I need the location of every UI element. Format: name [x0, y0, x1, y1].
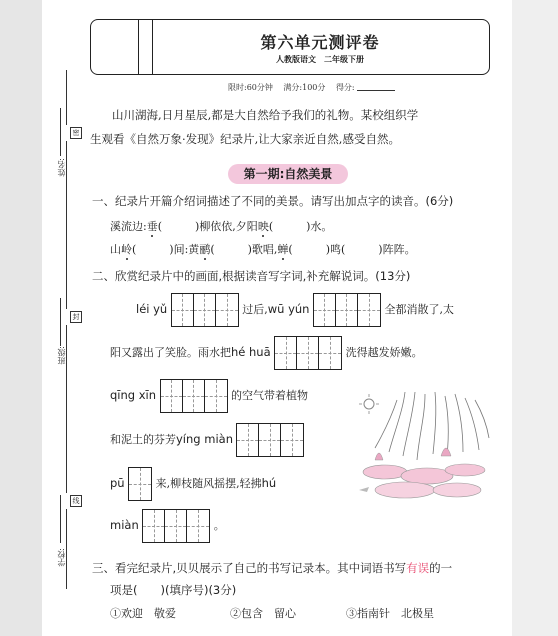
score-label: 得分: — [335, 83, 355, 92]
q1-dotted-char: 岭 — [121, 243, 132, 256]
q2-line-3 — [110, 379, 308, 413]
q1-answer-blank[interactable]: ( ) — [157, 220, 200, 233]
name-label: 姓名: — [57, 158, 66, 177]
left-margin — [0, 0, 42, 636]
q1-dotted-char: 映 — [257, 220, 269, 233]
pinyin: léi yǔ — [136, 302, 168, 316]
q2-text: 阳又露出了笑脸。雨水把 — [110, 346, 231, 359]
q2-text: 洗得越发娇嫩。 — [345, 346, 423, 359]
binding-box-3: 线 — [70, 495, 82, 507]
q1-answer-blank[interactable]: ( ) — [210, 243, 252, 256]
school-label: 学校: — [57, 548, 66, 567]
q3-option-2[interactable]: ②包含 留心 — [230, 607, 296, 620]
pinyin: qīng xīn — [110, 388, 157, 402]
q3-option-1[interactable]: ①欢迎 敬爱 — [110, 607, 176, 620]
section-banner: 第一期:自然美景 — [228, 164, 348, 184]
name-blank[interactable] — [60, 108, 61, 156]
tianzige-box[interactable] — [313, 293, 381, 327]
question-3-title — [92, 560, 452, 576]
q2-text: 和泥土的芬芳 — [110, 433, 176, 446]
q2-line-6 — [110, 509, 225, 543]
q1-dotted-char: 蝉 — [277, 243, 289, 256]
q1-answer-blank[interactable]: ( ) — [288, 243, 330, 256]
pinyin: miàn — [110, 518, 139, 532]
willow-pond-illustration — [345, 390, 490, 502]
pinyin: wū yún — [267, 302, 310, 316]
page-subtitle: 人教版语文 二年级下册 — [276, 55, 364, 64]
q2-line-1 — [136, 293, 454, 327]
q1-text: 溪流边: — [110, 220, 147, 233]
q1-row-2 — [110, 241, 416, 257]
pinyin: hé huā — [231, 345, 271, 359]
intro-line-2: 生观看《自然万象·发现》纪录片,让大家亲近自然,感受自然。 — [90, 132, 400, 146]
right-margin — [512, 0, 558, 636]
tianzige-box[interactable] — [171, 293, 239, 327]
q1-text: 阵阵。 — [382, 243, 416, 256]
q2-line-4 — [110, 423, 304, 457]
time-limit: 限时:60分钟 — [228, 83, 273, 92]
title-divider — [138, 19, 139, 75]
question-2-title: 二、欣赏纪录片中的画面,根据读音写字词,补充解说词。(13分) — [92, 269, 411, 283]
q1-answer-blank[interactable]: 鸣( ) — [330, 243, 383, 256]
pinyin: hú — [261, 476, 277, 490]
q1-answer-blank[interactable]: ( ) — [268, 220, 311, 233]
q2-text: 来,柳枝随风摇摆,轻拂 — [155, 477, 262, 490]
full-score: 满分:100分 — [283, 83, 326, 92]
pinyin: pū — [110, 476, 125, 490]
tianzige-box[interactable] — [160, 379, 228, 413]
score-blank[interactable] — [357, 90, 395, 91]
class-label: 班级: — [57, 346, 66, 365]
q3-text: 三、看完纪录片,贝贝展示了自己的书写记录本。其中词语书写 — [92, 561, 407, 575]
tianzige-box[interactable] — [128, 467, 152, 501]
q2-line-2 — [110, 336, 423, 370]
q2-line-5 — [110, 467, 276, 501]
page-title: 第六单元测评卷 — [260, 33, 380, 52]
q2-text: 。 — [213, 519, 225, 532]
q1-dotted-char: 鹂 — [199, 243, 211, 256]
q1-text: 水。 — [310, 220, 333, 233]
q1-text: 歌唱, — [251, 243, 278, 256]
q1-row-1 — [110, 218, 332, 234]
q2-text: 全都消散了,太 — [384, 303, 454, 316]
q3-option-3[interactable]: ③指南针 北极星 — [346, 607, 434, 620]
q3-highlight: 有误 — [406, 561, 430, 575]
q1-answer-blank[interactable]: ( ) — [132, 243, 174, 256]
q3-text: 的一 — [429, 561, 453, 575]
class-blank[interactable] — [60, 298, 61, 346]
tianzige-box[interactable] — [274, 336, 342, 370]
q1-text: 山 — [110, 243, 121, 256]
tianzige-box[interactable] — [142, 509, 210, 543]
intro-line-1: 山川湖海,日月星辰,都是大自然给予我们的礼物。某校组织学 — [112, 108, 419, 122]
pinyin: yíng miàn — [176, 432, 233, 446]
question-3-line-2: 项是( )(填序号)(3分) — [110, 583, 237, 597]
question-1-title: 一、纪录片开篇介绍词描述了不同的美景。请写出加点字的读音。(6分) — [92, 194, 454, 208]
binding-box-2: 封 — [70, 311, 82, 323]
binding-box-1: 密 — [70, 127, 82, 139]
tianzige-box[interactable] — [236, 423, 304, 457]
school-blank[interactable] — [60, 495, 61, 543]
q1-text: 柳依依,夕阳 — [199, 220, 258, 233]
q2-text: 过后, — [242, 303, 268, 316]
binding-line — [66, 70, 67, 125]
q1-dotted-char: 垂 — [146, 220, 158, 233]
q1-text: 间:黄 — [173, 243, 200, 256]
q2-text: 的空气带着植物 — [231, 389, 309, 402]
exam-meta — [228, 82, 395, 93]
